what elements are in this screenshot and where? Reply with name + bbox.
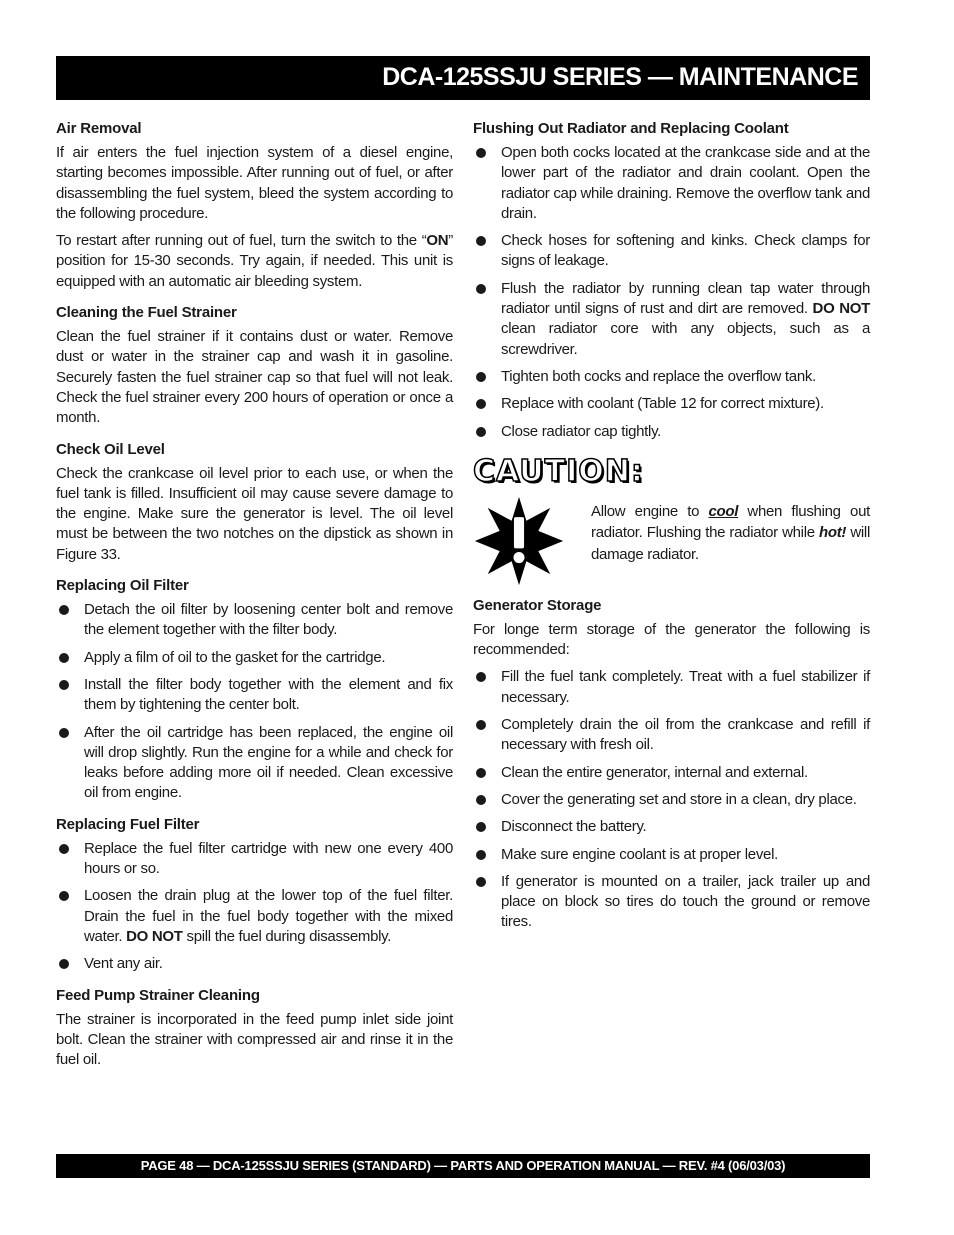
section-heading: Replacing Fuel Filter <box>56 815 200 833</box>
list-item-text: Check hoses for softening and kinks. Check clamps for signs of leakage. <box>501 232 870 270</box>
list-item-text: Cover the generating set and store in a clean, dry place. <box>501 790 857 808</box>
footer-bar <box>56 1154 870 1178</box>
bullet-icon <box>59 844 69 854</box>
list-item <box>473 367 870 387</box>
list-item <box>56 723 453 804</box>
paragraph: For longe term storage of the generator the following is recommended: <box>473 620 870 659</box>
list-item-text: Apply a film of oil to the gasket for the cartridge. <box>84 648 386 666</box>
list-item <box>473 143 870 224</box>
list-item-text: Install the filter body together with the element and fix them by tightening the center bolt. <box>84 675 453 714</box>
section-air-removal <box>56 120 453 292</box>
list-item <box>473 394 870 414</box>
section-heading: Replacing Oil Filter <box>56 577 189 595</box>
list-item <box>473 667 870 708</box>
list-item-text: If generator is mounted on a trailer, jack trailer up and place on block so tires do touch the ground or remove tires. <box>501 872 870 931</box>
list-item-text: Clean the entire generator, internal and external. <box>501 763 808 781</box>
bullet-icon <box>476 427 486 437</box>
bullet-icon <box>476 877 486 887</box>
list-item <box>473 715 870 756</box>
list-item <box>473 817 870 837</box>
section-generator-storage <box>473 597 870 933</box>
right-column <box>473 120 870 945</box>
bullet-icon <box>476 284 486 294</box>
bullet-icon <box>476 850 486 860</box>
bold-text: DO NOT <box>812 300 871 318</box>
list-item <box>473 422 870 442</box>
section-heading: Generator Storage <box>473 596 602 614</box>
bold-text: hot! <box>819 524 847 542</box>
list-item-text: Detach the oil filter by loosening center bolt and remove the element together with the filter body. <box>84 601 453 639</box>
list-item-text: Disconnect the battery. <box>501 818 647 836</box>
list-item <box>56 675 453 716</box>
list-item <box>473 763 870 783</box>
text-run: Loosen the drain plug at the lower top of the fuel filter. Drain the fuel in the fuel body together with the mixed water. <box>84 887 453 945</box>
list-item-text: Vent any air. <box>84 955 163 973</box>
bullet-icon <box>476 148 486 158</box>
list-item-text: Tighten both cocks and replace the overflow tank. <box>501 367 816 385</box>
paragraph: The strainer is incorporated in the feed pump inlet side joint bolt. Clean the strainer with compressed air and rinse it in the fuel oil. <box>56 1010 453 1069</box>
bullet-list <box>473 667 870 932</box>
left-column <box>56 120 453 1082</box>
section-heading: Air Removal <box>56 120 142 137</box>
text-run: Flush the radiator by running clean tap water through radiator until signs of rust and dirt are removed. <box>501 279 870 318</box>
bullet-icon <box>59 959 69 969</box>
bullet-icon <box>476 720 486 730</box>
section-heading: Cleaning the Fuel Strainer <box>56 304 237 322</box>
list-item <box>473 872 870 933</box>
bullet-icon <box>59 605 69 615</box>
bullet-icon <box>476 822 486 832</box>
warning-starburst-icon <box>473 495 565 587</box>
list-item <box>56 839 453 880</box>
list-item-text: Replace the fuel filter cartridge with new one every 400 hours or so. <box>84 839 453 878</box>
list-item-text: Open both cocks located at the crankcase side and at the lower part of the radiator and drain coolant. Open the radiator cap while draining. Remove the overflow tank and drain. <box>501 144 870 222</box>
bullet-list <box>56 600 453 804</box>
section-heading: Check Oil Level <box>56 440 165 458</box>
caution-box <box>473 493 870 583</box>
bullet-icon <box>476 236 486 246</box>
section-fuel-filter <box>56 816 453 975</box>
paragraph: Check the crankcase oil level prior to each use, or when the fuel tank is filled. Insufficient oil may cause severe damage to the engine. Make sure the generator is level. The oil level must be between the two notches on the dipstick as shown in Figure 33. <box>56 464 453 563</box>
bold-text: ON <box>426 232 449 250</box>
bullet-icon <box>59 680 69 690</box>
list-item-text: Replace with coolant (Table 12 for correct mixture). <box>501 395 824 413</box>
section-fuel-strainer <box>56 304 453 428</box>
text-run: Allow engine to <box>591 502 709 520</box>
text-run: clean radiator core with any objects, such as a screwdriver. <box>501 320 870 358</box>
footer-text: PAGE 48 — DCA-125SSJU SERIES (STANDARD) — PARTS AND OPERATION MANUAL — REV. #4 (06/03/03) <box>140 1158 786 1173</box>
text-run: will damage radiator. <box>591 524 870 563</box>
caution-title: CAUTION: <box>473 453 644 489</box>
paragraph <box>56 231 453 292</box>
bullet-icon <box>476 399 486 409</box>
section-radiator <box>473 120 870 442</box>
header-bar <box>56 56 870 100</box>
bold-text: cool <box>708 502 739 520</box>
list-item <box>473 231 870 272</box>
list-item <box>56 954 453 974</box>
list-item-text: Completely drain the oil from the crankcase and refill if necessary with fresh oil. <box>501 716 870 754</box>
section-feed-pump <box>56 987 453 1071</box>
paragraph: If air enters the fuel injection system of a diesel engine, starting becomes impossible. After running out of fuel, or after disassembling the fuel system, bleed the system according to the following procedure. <box>56 144 453 222</box>
list-item <box>56 600 453 641</box>
text-run: when flushing out radiator. Flushing the radiator while <box>591 502 870 542</box>
page-title: DCA-125SSJU SERIES — MAINTENANCE <box>382 63 858 91</box>
bullet-list <box>473 143 870 442</box>
section-heading: Flushing Out Radiator and Replacing Coolant <box>473 120 789 137</box>
paragraph: Clean the fuel strainer if it contains dust or water. Remove dust or water in the strainer cap and wash it in gasoline. Securely fasten the fuel strainer cap so that fuel will not leak. Check the fuel strainer every 200 hours of operation or once a month. <box>56 328 453 427</box>
bold-text: DO NOT <box>126 927 183 945</box>
list-item-text: Make sure engine coolant is at proper level. <box>501 845 778 863</box>
bullet-icon <box>59 653 69 663</box>
list-item <box>56 648 453 668</box>
list-item <box>473 790 870 810</box>
list-item <box>473 845 870 865</box>
caution-text <box>591 501 870 566</box>
section-oil-filter <box>56 577 453 804</box>
bullet-icon <box>476 672 486 682</box>
bullet-icon <box>476 795 486 805</box>
list-item-text: After the oil cartridge has been replaced, the engine oil will drop slightly. Run the engine for a while and check for leaks before adding more oil if needed. Clean excessive oil from engine. <box>84 723 453 802</box>
bullet-list <box>56 839 453 975</box>
list-item-text: Close radiator cap tightly. <box>501 422 662 440</box>
section-heading: Feed Pump Strainer Cleaning <box>56 986 260 1004</box>
bullet-icon <box>476 372 486 382</box>
text-run: spill the fuel during disassembly. <box>182 927 392 945</box>
section-oil-level <box>56 441 453 565</box>
list-item-text: Fill the fuel tank completely. Treat with a fuel stabilizer if necessary. <box>501 668 870 706</box>
text-run: To restart after running out of fuel, turn the switch to the “ <box>56 232 427 250</box>
bullet-icon <box>59 891 69 901</box>
bullet-icon <box>476 768 486 778</box>
list-item <box>56 886 453 947</box>
bullet-icon <box>59 728 69 738</box>
text-run: ” position for 15-30 seconds. Try again, if needed. This unit is equipped with an automatic air bleeding system. <box>56 232 453 290</box>
list-item <box>473 279 870 360</box>
